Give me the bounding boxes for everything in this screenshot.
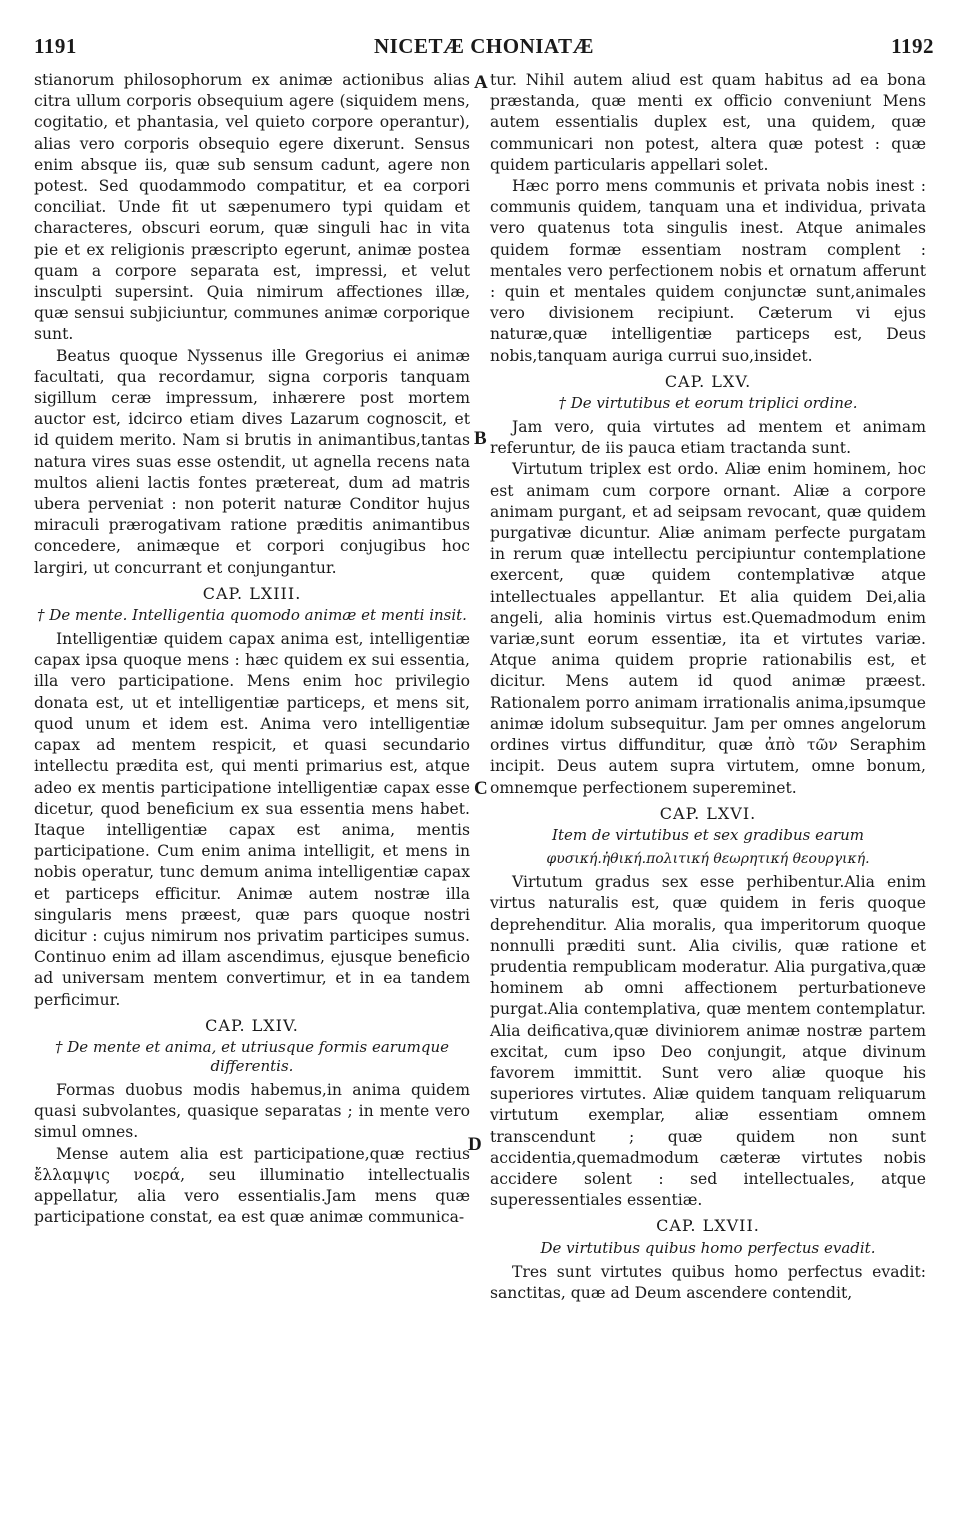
paragraph: Formas duobus modis habemus,in anima quidem quasi subvolantes, quasique separatas ; in mente vero simul omnes.	[34, 1080, 470, 1142]
chapter-heading: CAP. LXVI.	[659, 803, 757, 823]
paragraph: Beatus quoque Nyssenus ille Gregorius ei animæ facultati, qua recordamur, signa corporis tanquam sigillum ceræ impressum, inhærere post mortem auctor est, idcirco etiam dives Lazarum cognoscit, et id quidem merito. Nam si brutis in animantibus,tantas natura vires suas esse ostendit, ut agnella recens nata multos alieni lactis fontes prætereat, dum ad matris ubera perveniat : non poterit naturæ Conditor hujus miraculi prærogativam ratione præditis animantibus concedere, animæque et corpori conjugibus hoc largiri, ut concurrant et conjungantur.	[34, 346, 470, 577]
chapter-subtitle: Item de virtutibus et sex gradibus earum	[552, 825, 864, 844]
chapter-heading: CAP. LXIV.	[205, 1015, 299, 1035]
chapter-subtitle: † De mente et anima, et utriusque formis earumque differentis.	[55, 1037, 449, 1075]
chapter-subtitle: † De mente. Intelligentia quomodo animæ et menti insit.	[37, 606, 467, 625]
chapter-subtitle: † De virtutibus et eorum triplici ordine.	[558, 394, 858, 413]
paragraph: Hæc porro mens communis et privata nobis inest : communis quidem, tanquam una et individua, privata vero quatenus tota singulis inest. Atque animales quidem formæ essentiam nostram complent : mentales vero perfectionem nobis et ornatum afferunt : quin et mentales quidem conjunctæ sunt,animales vero divisionem recipiunt. Cæterum vi ejus naturæ,quæ intelligentiæ particeps est, Deus nobis,tanquam auriga currui suo,insidet.	[490, 177, 926, 365]
page-number-left: 1191	[34, 34, 77, 58]
chapter-heading: CAP. LXV.	[664, 371, 752, 391]
margin-marker-c: C	[474, 778, 488, 799]
greek-subtitle: φυσική.ἠθική.πολιτική θεωρητική θεουργική.	[546, 850, 870, 867]
paragraph: Intelligentiæ quidem capax anima est, intelligentiæ capax ipsa quoque mens : hæc quidem ex sui essentia, illa vero participatione. Mens enim hoc privilegio donata est, ut et intelligentiæ particeps, et mens sit, quod unum et idem est. Anima vero intelligentiæ capax ad mentem respicit, et quasi secundario intellectu prædita est, qui menti primarius est, atque adeo ex mentis participatione intelligentiæ capax esse dicetur, quod beneficium ex sua essentia mens habet. Itaque intelligentiæ capax est anima, mentis participatione. Cum enim anima intelligit, et mens in nobis operatur, tunc demum anima intelligentiæ capax et particeps efficitur. Animæ autem nostræ illa singularis mens præest, quæ pars quoque nostri dicitur : cujus nimirum nos privatim participes sumus. Continuo enim ad illam ascendimus, ejusque beneficio ad universam mentem convertimur, et in ea tandem perficimur.	[34, 630, 470, 1009]
paragraph: Mense autem alia est participatione,quæ rectius ἔλλαμψις νοερά, seu illuminatio intellectualis appellatur, alia vero essentialis.Jam mens quæ participatione constat, ea est quæ animæ communica-	[34, 1144, 470, 1227]
running-header	[34, 34, 934, 64]
chapter-subtitle: De virtutibus quibus homo perfectus evadit.	[540, 1238, 876, 1257]
right-column	[490, 70, 926, 1304]
paragraph: tur. Nihil autem aliud est quam habitus ad ea bona præstanda, quæ menti ex officio conveniunt Mens autem essentialis duplex est, una quidem, quæ communicari non potest, altera quæ potest : quæ quidem particularis appellari solet.	[490, 71, 926, 174]
chapter-heading: CAP. LXIII.	[202, 583, 302, 603]
paragraph: Tres sunt virtutes quibus homo perfectus evadit: sanctitas, quæ ad Deum ascendere contendit,	[490, 1262, 926, 1302]
paragraph: stianorum philosophorum ex animæ actionibus alias citra ullum corporis obsequium agere (siquidem mens, cogitatio, et phantasia, vel quieto corpore operantur), alias vero corporis obsequio egere dixerunt. Sensus enim absque iis, quæ sub sensum cadunt, agere non potest. Sed quodammodo compatitur, et ea corpori conciliat. Unde fit ut sæpenumero typi quidam et characteres, obscuri eorum, quæ singuli hac in vita pie et ex religionis præscripto egerunt, animæ postea quam a corpore separata est, impressi, et velut insculpti supersint. Quia nimirum affectiones illæ, quæ sensui subjiciuntur, communes animæ corporique sunt.	[34, 71, 470, 344]
margin-marker-d: D	[468, 1134, 482, 1155]
paragraph: Jam vero, quia virtutes ad mentem et animam referuntur, de iis pauca etiam tractanda sunt.	[490, 418, 926, 458]
chapter-heading: CAP. LXVII.	[656, 1216, 760, 1236]
left-column	[34, 70, 470, 1228]
margin-marker-b: B	[474, 428, 487, 449]
running-title: NICETÆ CHONIATÆ	[373, 34, 595, 58]
page-number-right: 1192	[891, 34, 934, 58]
paragraph: Virtutum gradus sex esse perhibentur.Alia enim virtus naturalis est, quæ quidem in feris quoque deprehenditur. Alia moralis, qua imperitorum quoque nonnulli præditi sunt. Alia civilis, quæ ratione et prudentia rempublicam moderatur. Alia purgativa,quæ hominem ab omni affectionem perturbationeve purgat.Alia contemplativa, quæ mentem contemplatur. Alia deificativa,quæ diviniorem animæ nostræ partem excitat, cum ipso Deo conjungit, atque divinum favorem immittit. Sunt vero aliæ quoque his superiores virtutes. Aliæ quidem tanquam reliquarum virtutum exemplar, aliæ essentiam omnem transcendunt ; quæ quidem non sunt accidentia,quemadmodum cæteræ virtutes nobis accidere solent : sed intellectuales, atque superessentiales essentiæ.	[490, 873, 926, 1210]
paragraph: Virtutum triplex est ordo. Aliæ enim hominem, hoc est animam cum corpore ornant. Aliæ a corpore animam purgant, et ad seipsam revocant, quæ quidem purgativæ dicuntur. Aliæ animam perfecte purgatam in rerum quæ intellectu percipiuntur contemplatione exercent, quæ quidem contemplativæ atque intellectuales appellantur. Et alia quidem Dei,alia angeli, alia hominis virtus est.Quemadmodum enim variæ,sunt eorum essentiæ, ita et virtutes variæ. Atque anima quidem proprie rationabilis est, et dicitur. Mens autem id quod animæ præest. Rationalem porro animam irrationalis anima,ipsumque animæ idolum subsequitur. Jam per omnes angelorum ordines virtus diffunditur, quæ ἀπὸ τῶν Seraphim incipit. Deus autem supra virtutem, omne bonum, omnemque perfectionem supereminet.	[490, 460, 926, 797]
margin-marker-a: A	[474, 72, 488, 93]
